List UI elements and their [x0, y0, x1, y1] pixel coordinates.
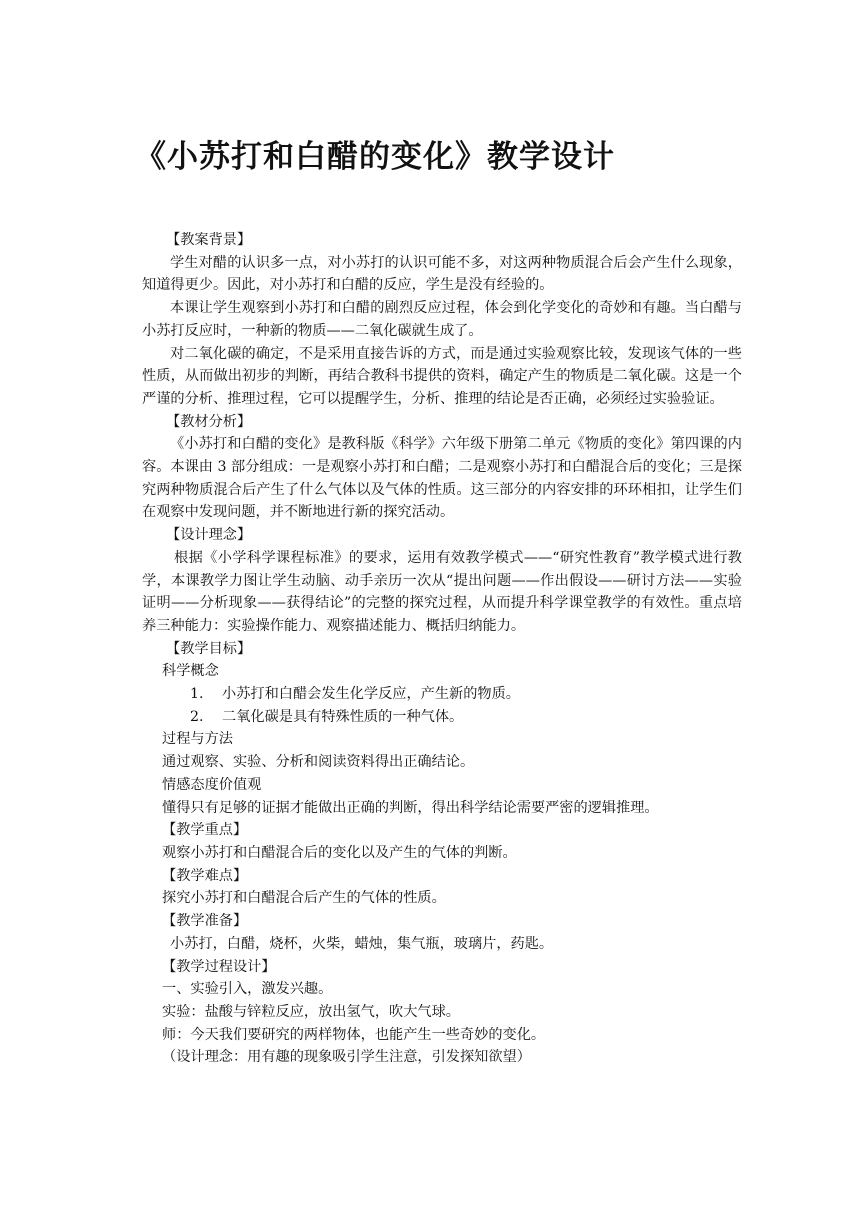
- section-heading-concept: 【设计理念】: [166, 527, 252, 544]
- document-body: [142, 229, 742, 1069]
- list-item-number: 1.: [190, 686, 204, 703]
- list-item-text: 二氧化碳是具有特殊性质的一种气体。: [222, 708, 464, 725]
- paragraph: 对二氧化碳的确定，不是采用直接告诉的方式，而是通过实验观察比较，发现该气体的一些性质，从而做出初步的判断，再结合教科书提供的资料，确定产生的物质是二氧化碳。这是一个严谨的分析、推理过程，它可以提醒学生，分析、推理的结论是否正确，必须经过实验验证。: [142, 345, 742, 407]
- section-heading-process: 【教学过程设计】: [162, 958, 276, 975]
- difficulty-text: 探究小苏打和白醋混合后产生的气体的性质。: [162, 890, 446, 907]
- process-line: 一、实验引入，激发兴趣。: [162, 981, 333, 998]
- list-item: [162, 706, 734, 729]
- key-text: 观察小苏打和白醋混合后的变化以及产生的气体的判断。: [162, 844, 517, 861]
- prep-text: 小苏打，白醋，烧杯，火柴，蜡烛，集气瓶，玻璃片，药匙。: [170, 935, 554, 952]
- goals-process-label: 过程与方法: [162, 731, 233, 748]
- paragraph: 根据《小学科学课程标准》的要求，运用有效教学模式——“研究性教育”教学模式进行教学，本课教学力图让学生动脑、动手亲历一次从“提出问题——作出假设——研讨方法——实验证明——分析现象——获得结论”的完整的探究过程，从而提升科学课堂教学的有效性。重点培养三种能力：实验操作能力、观察描述能力、概括归纳能力。: [142, 549, 742, 634]
- section-heading-prep: 【教学准备】: [162, 913, 248, 930]
- goals-attitude-label: 情感态度价值观: [162, 776, 262, 793]
- section-heading-goals: 【教学目标】: [166, 640, 252, 657]
- list-item-number: 2.: [190, 708, 204, 725]
- goals-process-text: 通过观察、实验、分析和阅读资料得出正确结论。: [162, 754, 475, 771]
- paragraph: 学生对醋的认识多一点，对小苏打的认识可能不多，对这两种物质混合后会产生什么现象，知道得更少。因此，对小苏打和白醋的反应，学生是没有经验的。: [142, 254, 742, 294]
- list-item-text: 小苏打和白醋会发生化学反应，产生新的物质。: [222, 686, 520, 703]
- list-item: [162, 683, 734, 706]
- section-heading-key: 【教学重点】: [162, 822, 248, 839]
- section-heading-difficulty: 【教学难点】: [162, 867, 248, 884]
- process-line: 实验：盐酸与锌粒反应，放出氢气，吹大气球。: [162, 1003, 460, 1020]
- process-line: （设计理念：用有趣的现象吸引学生注意，引发探知欲望）: [162, 1049, 531, 1066]
- process-line: 师：今天我们要研究的两样物体，也能产生一些奇妙的变化。: [162, 1026, 546, 1043]
- paragraph: 本课让学生观察到小苏打和白醋的剧烈反应过程，体会到化学变化的奇妙和有趣。当白醋与小苏打反应时，一种新的物质——二氧化碳就生成了。: [142, 300, 742, 339]
- section-heading-background: 【教案背景】: [166, 232, 252, 248]
- document-title: 《小苏打和白醋的变化》教学设计: [135, 139, 615, 175]
- goals-science-label: 科学概念: [162, 663, 219, 680]
- paragraph: 《小苏打和白醋的变化》是教科版《科学》六年级下册第二单元《物质的变化》第四课的内容。本课由 3 部分组成：一是观察小苏打和白醋；二是观察小苏打和白醋混合后的变化；三是探究两种物质混合后产生了什么气体以及气体的性质。这三部分的内容安排的环环相扣，让学生们在观察中发现问题，并不断地进行新的探究活动。: [142, 436, 742, 521]
- section-heading-material: 【教材分析】: [166, 413, 252, 430]
- goals-attitude-text: 懂得只有足够的证据才能做出正确的判断，得出科学结论需要严密的逻辑推理。: [162, 799, 659, 816]
